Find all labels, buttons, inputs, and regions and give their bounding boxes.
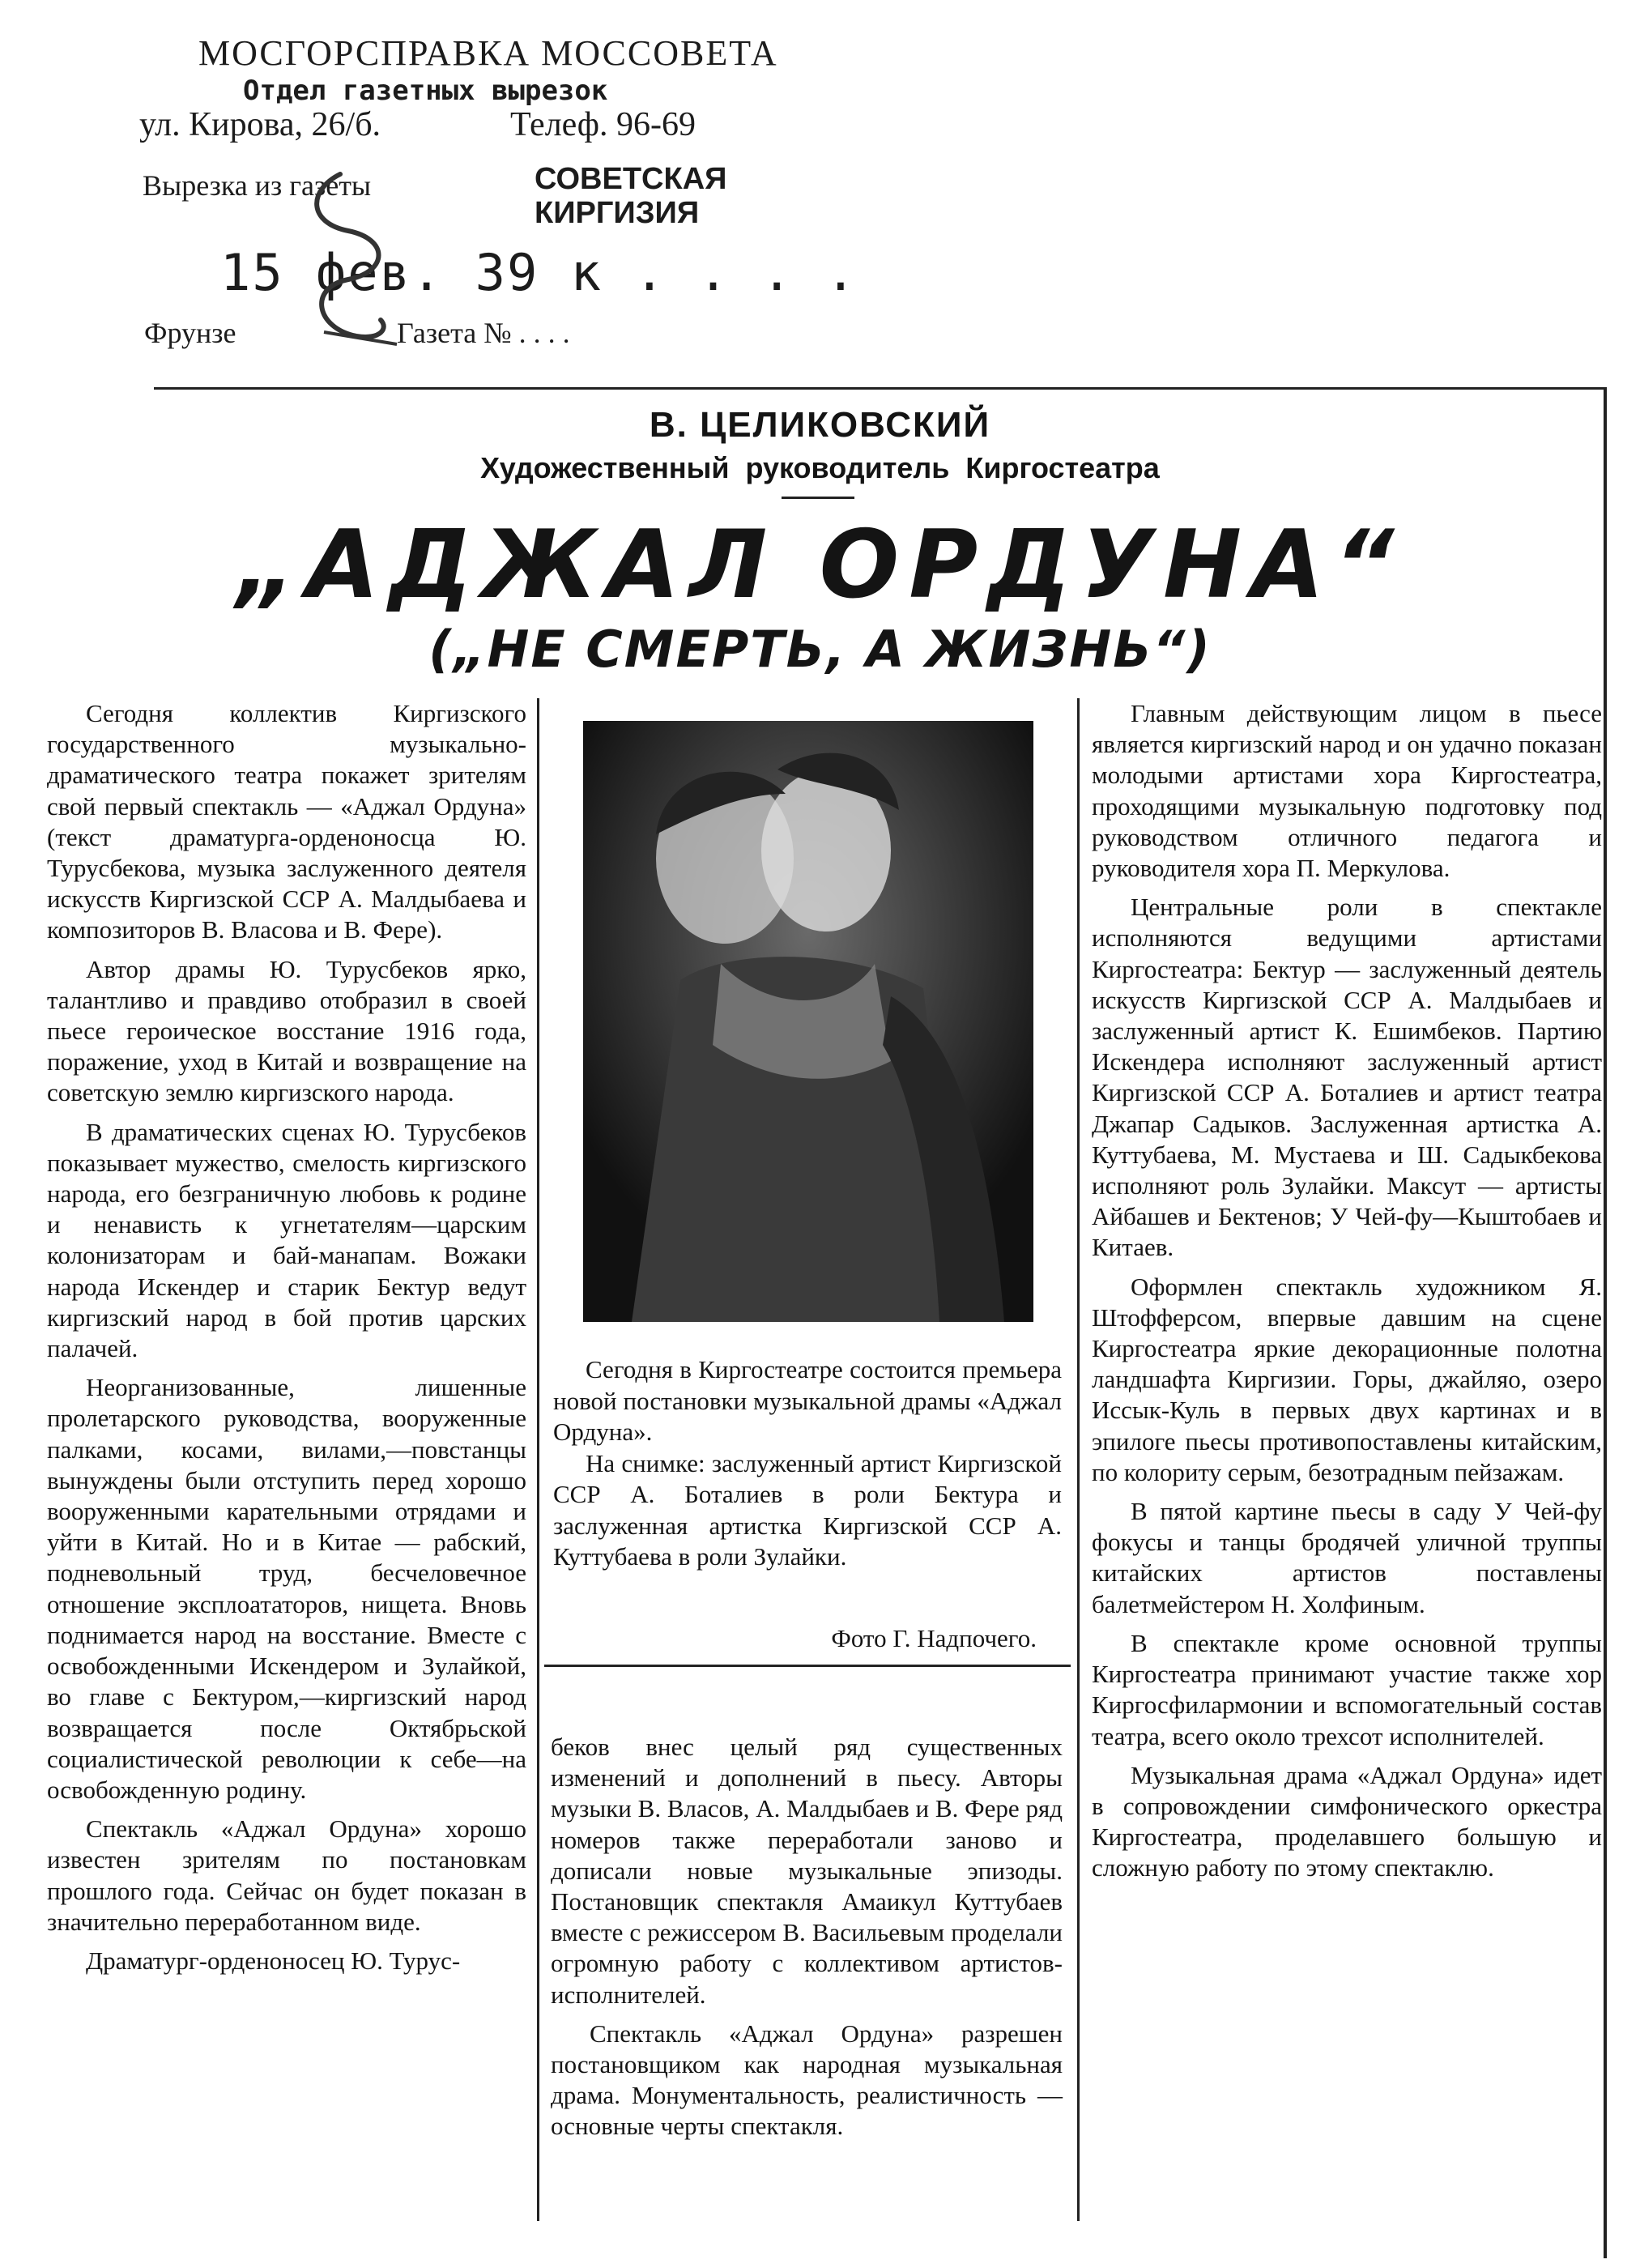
column-rule-right <box>1077 698 1080 2221</box>
stamp-newspaper-line1: СОВЕТСКАЯ <box>535 162 727 196</box>
paragraph: Драматург-орденоносец Ю. Турус- <box>86 1946 461 1975</box>
article-column-2 <box>551 1732 1063 2151</box>
stamp-department: Отдел газетных вырезок <box>243 75 608 107</box>
handwritten-mark <box>292 166 421 352</box>
photo-credit: Фото Г. Надпочего. <box>831 1624 1037 1652</box>
stamp-cutting-label: Вырезка из газеты <box>143 169 372 202</box>
photo-image <box>583 721 1033 1322</box>
column-rule-left <box>537 698 539 2221</box>
caption-rule <box>544 1665 1071 1667</box>
photo-caption <box>553 1354 1062 1573</box>
article-column-1 <box>47 698 526 1985</box>
paragraph: Спектакль «Аджал Ордуна» хорошо известен зрителям по постановкам прошлого года. Сейчас он будет показан в значительно переработанном виде. <box>47 1814 526 1936</box>
article-photo <box>583 721 1033 1322</box>
stamp-date: 15 фев. 39 к . . . . <box>220 243 858 302</box>
stamp-newspaper-name <box>535 162 726 230</box>
paragraph: Музыкальная драма «Аджал Ордуна» идет в сопровождении симфонического оркестра Киргостеатра, проделавшего большую и сложную работу по этому спектаклю. <box>1092 1760 1602 1882</box>
paragraph: В пятой картине пьесы в саду У Чей-фу фокусы и танцы бродячей уличной труппы китайских артистов поставлены балетмейстером Н. Холфиным. <box>1092 1497 1602 1618</box>
paragraph: беков внес целый ряд существенных изменений и дополнений в пьесу. Авторы музыки В. Власов, А. Малдыбаев и В. Фере ряд номеров также переработали заново и дописали новые музыкальные эпизоды. Постановщик спектакля Амаикул Куттубаев вместе с режиссером В. Васильевым проделали огромную работу с коллективом артистов-исполнителей. <box>551 1733 1063 2009</box>
stamp-phone: Телеф. 96-69 <box>510 106 696 143</box>
stamp-city: Фрунзе <box>144 317 236 349</box>
article-title: „АДЖАЛ ОРДУНА“ <box>236 510 1404 620</box>
stamp-address: ул. Кирова, 26/б. <box>139 106 381 143</box>
stamp-gazette-number: Газета № . . . . <box>397 317 570 349</box>
paragraph: Центральные роли в спектакле исполняются ведущими артистами Киргостеатра: Бектур — заслуженный деятель искусств Киргизской ССР А. Малдыбаев и заслуженный артист К. Ешимбеков. Партию Искендера исполняют заслуженный артист Киргизской ССР А. Боталиев и артист театра Джапар Садыков. Заслуженная артистка А. Куттубаева, М. Мустаева и Ш. Садыкбекова исполняют роль Зулайки. Максут — артисты Айбашев и Бектенов; У Чей-фу—Кыштобаев и Китаев. <box>1092 893 1602 1262</box>
paragraph: Оформлен спектакль художником Я. Штофферсом, впервые давшим на сцене Киргостеатра яркие декорационные полотна ландшафта Киргизии. Горы, джайляо, озеро Иссык-Куль в первых двух картинах и в эпилоге пьесы противопоставлены китайским, по колориту серым, безотрадным пейзажам. <box>1092 1272 1602 1486</box>
stamp-newspaper-line2: КИРГИЗИЯ <box>535 196 700 230</box>
caption-line: На снимке: заслуженный артист Киргизской ССР А. Боталиев в роли Бектура и заслуженная артистка Киргизской ССР А. Куттубаева в роли Зулайки. <box>553 1448 1062 1571</box>
paragraph: Неорганизованные, лишенные пролетарского руководства, вооруженные палками, косами, вилами,—повстанцы вынуждены были отступить перед хорошо вооруженными карательными отрядами и уйти в Китай. Но и в Китае — рабский, подневольный труд, бесчеловечное отношение эксплоататоров, нищета. Вновь поднимается народ на восстание. Вместе с освобожденными Искендером и Зулайкой, во главе с Бектуром,—киргизский народ возвращается после Октябрьской социалистической революции к себе—на освобожденную родину. <box>47 1373 526 1804</box>
caption-line: Сегодня в Киргостеатре состоится премьера новой постановки музыкальной драмы «Аджал Ордуна». <box>553 1355 1062 1446</box>
top-rule <box>154 387 1604 390</box>
header-dash <box>782 497 854 499</box>
paragraph: Сегодня коллектив Киргизского государственного музыкально-драматического театра покажет зрителям свой первый спектакль — «Аджал Ордуна» (текст драматурга-орденоносца Ю. Турусбекова, музыка заслуженного деятеля искусств Киргизской ССР А. Малдыбаева и композиторов В. Власова и В. Фере). <box>47 699 526 944</box>
author-position: Художественный руководитель Киргостеатра <box>480 451 1160 484</box>
paragraph: Главным действующим лицом в пьесе является киргизский народ и он удачно показан молодыми артистами хора Киргостеатра, проходящими музыкальную подготовку под руководством отличного педагога и руководителя хора П. Меркулова. <box>1092 699 1602 883</box>
paragraph: В спектакле кроме основной труппы Киргостеатра принимают участие также хор Киргосфилармонии и вспомогательный состав театра, всего около трехсот исполнителей. <box>1092 1628 1602 1750</box>
stamp-organization: МОСГОРСПРАВКА МОССОВЕТА <box>198 33 778 73</box>
article-author: В. ЦЕЛИКОВСКИЙ <box>649 405 991 445</box>
paragraph: В драматических сценах Ю. Турусбеков показывает мужество, смелость киргизского народа, его безграничную любовь к родине и ненависть к угнетателям—царским колонизаторам и бай-манапам. Вожаки народа Искендер и старик Бектур ведут киргизский народ в бой против царских палачей. <box>47 1117 526 1363</box>
article-column-3 <box>1092 698 1602 1892</box>
paragraph: Спектакль «Аджал Ордуна» разрешен постановщиком как народная музыкальная драма. Монументальность, реалистичность — основные черты спектакля. <box>551 2019 1063 2141</box>
paragraph: Автор драмы Ю. Турусбеков ярко, талантливо и правдиво отобразил в своей пьесе героическое восстание 1916 года, поражение, уход в Китай и возвращение на советскую землю киргизского народа. <box>47 954 526 1107</box>
article-subtitle: („НЕ СМЕРТЬ, А ЖИЗНЬ“) <box>428 620 1212 679</box>
